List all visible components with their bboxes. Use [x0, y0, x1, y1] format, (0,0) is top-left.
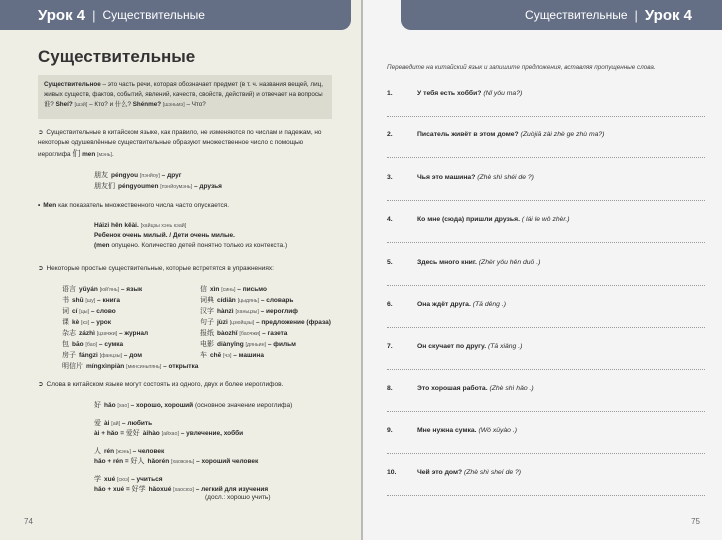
vocab-item	[200, 284, 267, 294]
task-number: 1.	[387, 90, 393, 97]
vocab-pinyin: fángzi	[79, 352, 98, 359]
vocab-hanzi: 信	[200, 285, 207, 293]
task-pinyin-hint: (Tā děng .)	[470, 301, 506, 308]
vocab-translation: – фильм	[266, 341, 296, 348]
task-pinyin-hint: (Tā xiǎng .)	[486, 343, 523, 350]
compound-example	[94, 428, 243, 438]
question-hanzi-who: 谁?	[44, 100, 54, 108]
answer-line[interactable]	[387, 495, 705, 496]
task-pinyin-hint: (Wǒ xūyào .)	[476, 427, 517, 434]
compound-note: [айхао]	[161, 431, 179, 437]
answer-line[interactable]	[387, 411, 705, 412]
vocab-hanzi: 报纸	[200, 329, 214, 337]
compound-formula: hǎo + rén =	[94, 458, 131, 465]
vocab-item	[62, 306, 116, 316]
vocab-pinyin: míngxìnpiàn	[86, 363, 125, 370]
page-number: 74	[24, 517, 33, 526]
header-separator: |	[634, 7, 638, 23]
compound-extra: (основное значение иероглифа)	[193, 402, 293, 409]
arrow-bullet-icon: ➲	[38, 129, 44, 136]
vocab-item	[200, 328, 287, 338]
exercise-task	[387, 216, 705, 246]
compound-pinyin: àihào	[142, 430, 160, 437]
task-sentence	[417, 90, 522, 97]
vocab-pinyin: hànzì	[217, 308, 234, 315]
example-hanzi: 朋友们	[94, 182, 115, 190]
vocab-hanzi: 语言	[62, 285, 76, 293]
example-translation: – друг	[159, 172, 182, 179]
compound-note: [жэнь]	[115, 449, 131, 455]
answer-line[interactable]	[387, 453, 705, 454]
vocab-hanzi: 电影	[200, 340, 214, 348]
exercise-task	[387, 301, 705, 331]
compound-example	[94, 456, 258, 466]
lesson-label: Урок 4	[644, 6, 692, 24]
vocab-translation: – язык	[119, 286, 143, 293]
example-pinyin: péngyoumen	[118, 183, 159, 190]
task-number: 5.	[387, 259, 393, 266]
question-translation-who: – Кто? и	[87, 100, 115, 108]
vocab-hanzi: 课	[62, 318, 69, 326]
vocab-item	[62, 350, 142, 360]
task-number: 4.	[387, 216, 393, 223]
header-topic: Существительные	[102, 8, 205, 22]
question-pinyin-who: Sheí?	[55, 100, 73, 108]
vocab-translation: – сумка	[97, 341, 124, 348]
compound-pinyin: rén	[104, 448, 115, 455]
question-note-what: [шэньмэ]	[162, 101, 185, 108]
compound-hanzi: 好	[94, 401, 101, 409]
compound-translation: – увлечение, хобби	[178, 430, 244, 437]
sentence-pinyin: Háizi hěn kěài.	[94, 222, 139, 229]
plural-pinyin: men	[82, 150, 96, 158]
task-sentence	[417, 469, 521, 476]
task-number: 2.	[387, 131, 393, 138]
arrow-bullet-icon: ➲	[38, 265, 44, 272]
vocab-pinyin: zázhì	[79, 330, 95, 337]
vocab-pinyin: xìn	[210, 286, 220, 293]
vocab-pinyin: bāo	[72, 341, 84, 348]
answer-line[interactable]	[387, 200, 705, 201]
paragraph-men	[38, 202, 229, 209]
vocab-note: [ханьцзы]	[235, 309, 259, 315]
task-pinyin-hint: ( lái le wǒ zhèr.)	[519, 216, 570, 223]
vocab-item	[200, 317, 331, 327]
exercise-task	[387, 90, 705, 120]
compound-translation: – легкий для изучения	[193, 486, 269, 493]
vocab-item	[200, 295, 293, 305]
example-word	[94, 170, 181, 180]
task-sentence	[417, 216, 570, 223]
paragraph-end: .	[112, 150, 114, 158]
vocab-pinyin: jùzi	[217, 319, 228, 326]
lesson-label: Урок 4	[38, 6, 86, 24]
vocab-translation: – книга	[95, 297, 120, 304]
compound-hanzi: 好学	[131, 485, 146, 493]
answer-line[interactable]	[387, 327, 705, 328]
definition-box	[38, 75, 332, 119]
paragraph-plural	[38, 128, 334, 160]
compound-pinyin: hǎo	[104, 402, 116, 409]
vocab-translation: – словарь	[259, 297, 294, 304]
vocab-pinyin: cí	[72, 308, 78, 315]
paragraph-simple-nouns	[38, 264, 274, 272]
comment-pinyin: (men	[94, 242, 110, 249]
vocab-note: [баочжи]	[239, 331, 261, 337]
vocab-item	[62, 339, 123, 349]
answer-line[interactable]	[387, 242, 705, 243]
task-russian: Здесь много книг.	[417, 259, 477, 266]
vocab-pinyin: yǔyán	[79, 286, 98, 293]
vocab-hanzi: 词典	[200, 296, 214, 304]
page-number: 75	[691, 517, 700, 526]
men-pinyin: Men	[43, 202, 57, 209]
vocab-item	[62, 317, 111, 327]
vocab-translation: – дом	[121, 352, 143, 359]
vocab-translation: – письмо	[235, 286, 267, 293]
vocab-note: [бао]	[85, 342, 98, 348]
task-pinyin-hint: (Zhè shì hǎo .)	[487, 385, 534, 392]
example-note: [пэнйоумэнь]	[160, 184, 193, 190]
task-pinyin-hint: (Zhè shì shéi de ?)	[475, 174, 534, 181]
vocab-hanzi: 词	[62, 307, 69, 315]
vocab-translation: – иероглиф	[258, 308, 298, 315]
sentence-note: [хайцзы хэнь кэай]	[140, 223, 187, 229]
definition-text: – это часть речи, которая обозначает предмет (в т. ч. названия вещей, лиц, живых существ, фактов, событий, явлений, качеств, свойств, действий) и отвечает на вопросы	[44, 81, 323, 98]
example-hanzi: 朋友	[94, 171, 108, 179]
vocab-note: [цзачжи]	[96, 331, 118, 337]
vocab-note: [юй'янь]	[99, 287, 120, 293]
task-sentence	[417, 259, 540, 266]
task-russian: Она ждёт друга.	[417, 301, 471, 308]
question-pinyin-what: Shénme?	[132, 100, 162, 108]
vocab-pinyin: shū	[72, 297, 84, 304]
vocab-translation: – предложение (фраза)	[254, 319, 331, 326]
vocab-note: [цзюйцзы]	[229, 320, 255, 326]
compound-example	[94, 474, 163, 484]
compound-hanzi: 爱好	[125, 429, 140, 437]
example-translation: – друзья	[192, 183, 222, 190]
exercise-task	[387, 427, 705, 457]
vocab-note: [фанцзы]	[99, 353, 122, 359]
task-sentence	[417, 131, 604, 138]
answer-line[interactable]	[387, 116, 705, 117]
plural-hanzi: 们	[72, 148, 81, 158]
vocab-hanzi: 书	[62, 296, 69, 304]
left-header	[0, 0, 351, 30]
task-russian: Чья это машина?	[417, 174, 476, 181]
task-pinyin-hint: (Nǐ yǒu ma?)	[481, 90, 523, 97]
vocab-hanzi: 句子	[200, 318, 214, 326]
answer-line[interactable]	[387, 369, 705, 370]
comment-text: опущено. Количество детей понятно только из контекста.)	[109, 242, 288, 249]
compound-translation: – учиться	[129, 476, 163, 483]
vocab-hanzi: 包	[62, 340, 69, 348]
vocab-note: [дяньин]	[245, 342, 267, 348]
task-russian: Ко мне (сюда) пришли друзья.	[417, 216, 520, 223]
vocab-item	[200, 350, 264, 360]
task-russian: Он скучает по другу.	[417, 343, 487, 350]
paragraph-word-length	[38, 380, 283, 388]
task-pinyin-hint: (Zhèr yǒu hěn duō .)	[476, 259, 541, 266]
example-pinyin: péngyou	[111, 172, 139, 179]
compound-translation: – хороший человек	[194, 458, 259, 465]
exercise-task	[387, 385, 705, 415]
compound-hanzi: 好人	[130, 457, 145, 465]
vocab-pinyin: kè	[72, 319, 80, 326]
header-separator: |	[92, 7, 96, 23]
task-number: 3.	[387, 174, 393, 181]
vocab-item	[62, 284, 142, 294]
vocab-translation: – урок	[89, 319, 112, 326]
compound-translation: – человек	[130, 448, 165, 455]
question-hanzi-what: 什么?	[114, 100, 131, 108]
right-page	[363, 0, 722, 540]
vocab-translation: – открытка	[161, 363, 199, 370]
compound-note: [сюэ]	[117, 477, 130, 483]
task-sentence	[417, 427, 517, 434]
compound-example	[94, 400, 292, 410]
compound-hanzi: 人	[94, 447, 101, 455]
vocab-translation: – журнал	[117, 330, 149, 337]
sentence-translation: Ребенок очень милый. / Дети очень милые.	[94, 232, 235, 239]
vocab-item	[62, 295, 120, 305]
compound-pinyin: xué	[104, 476, 116, 483]
task-russian: Писатель живёт в этом доме?	[417, 131, 519, 138]
vocab-item	[62, 328, 148, 338]
vocab-item	[62, 361, 198, 371]
compound-note: [хаожэнь]	[170, 459, 195, 465]
vocab-item	[200, 306, 298, 316]
vocab-translation: – машина	[231, 352, 264, 359]
task-number: 8.	[387, 385, 393, 392]
task-number: 6.	[387, 301, 393, 308]
vocab-translation: – слово	[89, 308, 116, 315]
sentence-comment	[94, 242, 287, 249]
vocab-note: [синь]	[221, 287, 236, 293]
right-header	[401, 0, 722, 30]
compound-example	[94, 418, 152, 428]
compound-note: [ай]	[111, 421, 121, 427]
compound-pinyin: ài	[104, 420, 110, 427]
answer-line[interactable]	[387, 157, 705, 158]
vocab-translation: – газета	[260, 330, 288, 337]
task-number: 10.	[387, 469, 397, 476]
vocab-hanzi: 汉字	[200, 307, 214, 315]
vocab-hanzi: 明信片	[62, 362, 83, 370]
compound-literal: (досл.: хорошо учить)	[205, 494, 271, 501]
definition-term: Существительное	[44, 81, 101, 88]
task-number: 7.	[387, 343, 393, 350]
compound-hanzi: 学	[94, 475, 101, 483]
vocab-note: [чэ]	[223, 353, 232, 359]
header-topic: Существительные	[525, 8, 628, 22]
paragraph-text: Некоторые простые существительные, которые встретятся в упражнениях:	[46, 265, 274, 272]
vocab-note: [кэ]	[81, 320, 90, 326]
vocab-hanzi: 杂志	[62, 329, 76, 337]
paragraph-text: как показатель множественного числа часто опускается.	[56, 202, 230, 209]
compound-formula: ài + hǎo =	[94, 430, 126, 437]
paragraph-text: Слова в китайском языке могут состоять из одного, двух и более иероглифов.	[46, 381, 284, 388]
example-note: [пэнйоу]	[139, 173, 160, 179]
compound-pinyin: hǎoxué	[148, 486, 172, 493]
task-russian: Это хорошая работа.	[417, 385, 488, 392]
task-russian: Чей это дом?	[417, 469, 463, 476]
exercise-task	[387, 174, 705, 204]
compound-translation: – хорошо, хороший	[128, 402, 194, 409]
task-russian: У тебя есть хобби?	[417, 90, 482, 97]
vocab-pinyin: bàozhǐ	[217, 330, 238, 337]
vocab-note: [шу]	[85, 298, 96, 304]
exercise-task	[387, 469, 705, 499]
vocab-item	[200, 339, 296, 349]
exercise-task	[387, 343, 705, 373]
compound-translation: – любить	[120, 420, 153, 427]
vocab-note: [минсиньпянь]	[126, 364, 162, 370]
task-pinyin-hint: (Zuòjiā zài zhè ge zhù ma?)	[518, 131, 605, 138]
exercise-task	[387, 131, 705, 161]
task-russian: Мне нужна сумка.	[417, 427, 477, 434]
example-sentence	[94, 222, 186, 229]
arrow-bullet-icon: ➲	[38, 381, 44, 388]
task-sentence	[417, 301, 506, 308]
compound-note: [хао]	[117, 403, 129, 409]
compound-formula: hǎo + xué =	[94, 486, 132, 493]
paragraph-text: Существительные в китайском языке, как правило, не изменяются по числам и падежам, но некоторые одушевлённые существительные образуют множественное число с помощью иероглифа	[38, 129, 322, 158]
vocab-pinyin: diànyǐng	[217, 341, 244, 348]
task-number: 9.	[387, 427, 393, 434]
example-word	[94, 181, 222, 191]
vocab-pinyin: cídiǎn	[217, 297, 236, 304]
compound-example	[94, 484, 268, 494]
vocab-hanzi: 房子	[62, 351, 76, 359]
task-sentence	[417, 174, 534, 181]
compound-pinyin: hǎorén	[147, 458, 170, 465]
vocab-note: [цы]	[79, 309, 90, 315]
dot-bullet-icon: •	[38, 202, 41, 209]
task-sentence	[417, 343, 522, 350]
answer-line[interactable]	[387, 285, 705, 286]
vocab-hanzi: 车	[200, 351, 207, 359]
exercise-task	[387, 259, 705, 289]
compound-example	[94, 446, 164, 456]
vocab-note: [цыдянь]	[237, 298, 260, 304]
task-sentence	[417, 385, 534, 392]
question-translation-what: – Что?	[184, 100, 206, 108]
page-title: Существительные	[38, 47, 196, 66]
compound-note: [хаосюэ]	[173, 487, 194, 493]
vocab-pinyin: chē	[210, 352, 222, 359]
exercise-instruction: Переведите на китайский язык и запишите предложения, вставляя пропущенные слова.	[387, 64, 656, 71]
question-note-who: [шэй]	[74, 101, 88, 108]
plural-note: [мэнь]	[97, 151, 112, 158]
task-pinyin-hint: (Zhè shì sheí de ?)	[462, 469, 522, 476]
compound-hanzi: 爱	[94, 419, 101, 427]
